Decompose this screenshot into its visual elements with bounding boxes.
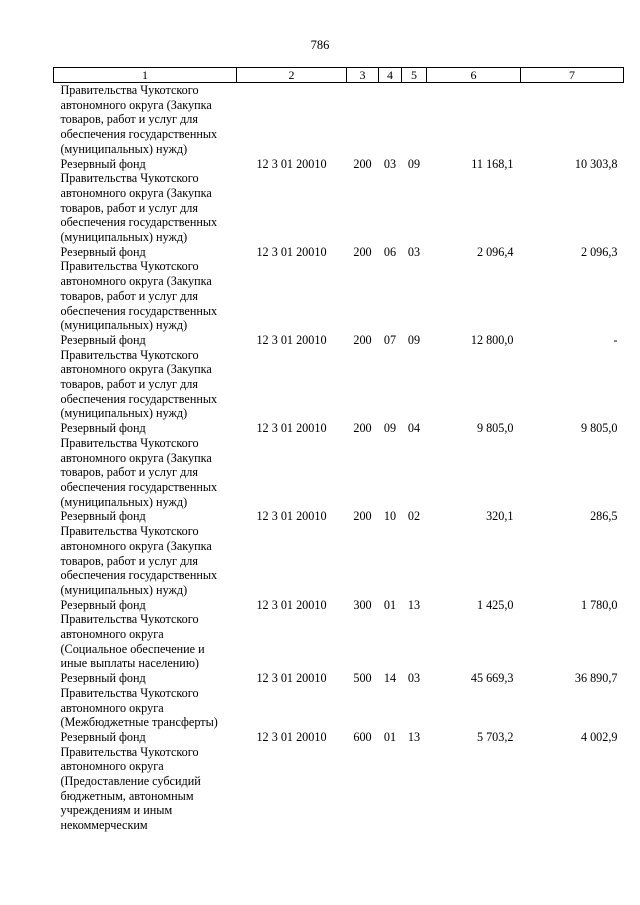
row-col6: 9 805,0: [476, 421, 514, 436]
row-code: 12 3 01 20010: [256, 597, 327, 612]
table-row: [54, 671, 624, 730]
row-col6: 45 669,3: [470, 671, 514, 686]
column-header-4: 4: [379, 68, 402, 83]
row-pr: 02: [407, 509, 421, 524]
row-pr: 03: [407, 671, 421, 686]
row-col7: 10 303,8: [574, 156, 618, 171]
table-row: [54, 157, 624, 245]
row-code: 12 3 01 20010: [256, 156, 327, 171]
row-col7: 1 780,0: [580, 597, 618, 612]
row-col7: 36 890,7: [574, 671, 618, 686]
row-name: Резервный фонд Правительства Чукотского автономного округа (Межбюджетные трансферты): [60, 671, 218, 730]
row-vr: 200: [353, 509, 372, 524]
row-rz: 14: [383, 671, 397, 686]
row-vr: 600: [353, 729, 372, 744]
column-header-3: 3: [347, 68, 379, 83]
table-header-row: [54, 68, 624, 83]
row-col6: 320,1: [486, 509, 514, 524]
row-col7: 286,5: [590, 509, 618, 524]
row-rz: 10: [383, 509, 397, 524]
continuation-row: [54, 83, 624, 157]
column-header-5: 5: [402, 68, 427, 83]
table-row: [54, 333, 624, 421]
row-vr: 500: [353, 671, 372, 686]
row-col6: 11 168,1: [471, 156, 514, 171]
row-vr: 200: [353, 332, 372, 347]
row-name: Резервный фонд Правительства Чукотского автономного округа (Закупка товаров, работ и услуг для обеспечения государственных (муниципальных) нужд): [60, 244, 218, 333]
column-header-1: 1: [54, 68, 237, 83]
table-row: [54, 421, 624, 509]
table-row: [54, 598, 624, 672]
row-name: Резервный фонд Правительства Чукотского автономного округа (Предоставление субсидий бюджетным, автономным учреждениям и иным некоммерческим: [60, 729, 201, 833]
row-pr: 13: [407, 597, 421, 612]
row-code: 12 3 01 20010: [256, 244, 327, 259]
row-name: Резервный фонд Правительства Чукотского автономного округа (Закупка товаров, работ и услуг для обеспечения государственных (муниципальных) нужд): [60, 421, 218, 509]
row-rz: 01: [383, 597, 397, 612]
table-row: [54, 245, 624, 333]
row-col6: 12 800,0: [470, 332, 514, 347]
row-col7: 2 096,3: [580, 244, 618, 259]
page-number: 786: [310, 38, 330, 52]
table-row: [54, 509, 624, 597]
row-rz: 09: [383, 421, 397, 436]
column-header-7: 7: [521, 68, 624, 83]
row-col6: 2 096,4: [476, 244, 514, 259]
row-name: Резервный фонд Правительства Чукотского автономного округа (Закупка товаров, работ и услуг для обеспечения государственных (муниципальных) нужд): [60, 332, 218, 421]
column-header-2: 2: [237, 68, 347, 83]
row-code: 12 3 01 20010: [256, 509, 327, 524]
row-code: 12 3 01 20010: [256, 421, 327, 436]
row-rz: 07: [383, 332, 397, 347]
row-col6: 1 425,0: [476, 597, 514, 612]
row-code: 12 3 01 20010: [256, 332, 327, 347]
row-rz: 01: [383, 729, 397, 744]
row-vr: 300: [353, 597, 372, 612]
row-vr: 200: [353, 244, 372, 259]
row-rz: 06: [383, 244, 397, 259]
row-name: Резервный фонд Правительства Чукотского автономного округа (Закупка товаров, работ и услуг для обеспечения государственных (муниципальных) нужд): [60, 156, 218, 245]
table-row: [54, 730, 624, 833]
budget-table: [53, 67, 624, 833]
row-name: Резервный фонд Правительства Чукотского автономного округа (Социальное обеспечение и иные выплаты населению): [60, 597, 205, 671]
row-pr: 09: [407, 332, 421, 347]
row-pr: 09: [407, 156, 421, 171]
column-header-6: 6: [427, 68, 521, 83]
row-code: 12 3 01 20010: [256, 671, 327, 686]
row-col7: -: [613, 332, 618, 347]
row-col7: 9 805,0: [580, 421, 618, 436]
row-col7: 4 002,9: [580, 729, 618, 744]
row-vr: 200: [353, 156, 372, 171]
row-code: 12 3 01 20010: [256, 729, 327, 744]
continuation-text: Правительства Чукотского автономного округа (Закупка товаров, работ и услуг для обеспечения государственных (муниципальных) нужд): [60, 83, 218, 156]
row-rz: 03: [383, 156, 397, 171]
row-name: Резервный фонд Правительства Чукотского автономного округа (Закупка товаров, работ и услуг для обеспечения государственных (муниципальных) нужд): [60, 509, 218, 597]
row-pr: 04: [407, 421, 421, 436]
row-col6: 5 703,2: [476, 729, 514, 744]
row-pr: 13: [407, 729, 421, 744]
row-vr: 200: [353, 421, 372, 436]
row-pr: 03: [407, 244, 421, 259]
